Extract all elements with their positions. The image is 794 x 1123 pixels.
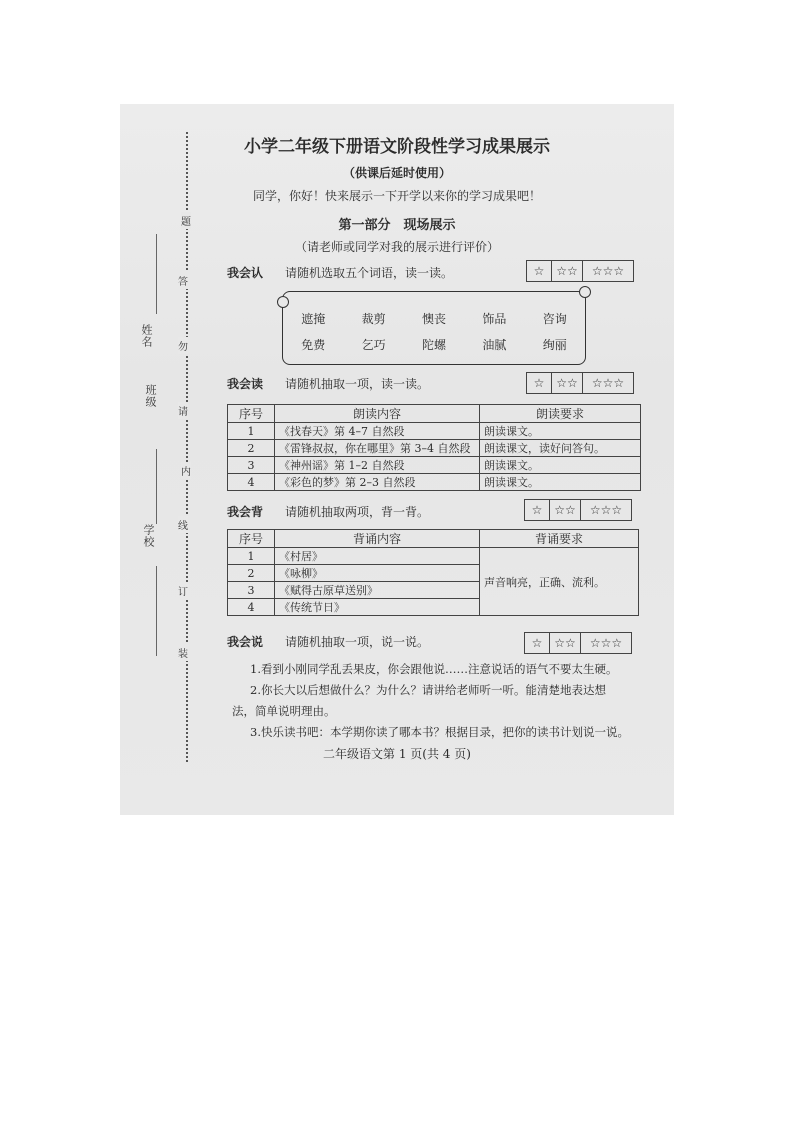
name-label: 姓名	[140, 324, 153, 348]
read-instruction: 请随机抽取一项，读一读。	[285, 377, 430, 391]
recognize-rating[interactable]	[526, 260, 634, 282]
recite-label: 我会背	[227, 505, 264, 519]
rating-two-star[interactable]: ☆☆	[552, 373, 583, 393]
seal-char: 题	[181, 212, 191, 229]
seal-char: 线	[178, 516, 188, 533]
seal-char: 勿	[178, 337, 188, 354]
table-cell: 3	[228, 457, 275, 474]
recognize-instruction: 请随机选取五个词语，读一读。	[285, 266, 454, 280]
table-cell: 《传统节日》	[275, 599, 480, 616]
recite-requirement: 声音响亮，正确、流利。	[480, 548, 639, 616]
word: 乞巧	[361, 338, 386, 352]
table-row	[228, 440, 641, 457]
rating-three-star[interactable]: ☆☆☆	[591, 264, 625, 278]
class-label: 班级	[144, 384, 157, 408]
seal-char: 请	[178, 402, 188, 419]
recite-instruction: 请随机抽取两项，背一背。	[285, 505, 430, 519]
table-cell: 朗读课文。	[480, 457, 641, 474]
table-cell: 《找春天》第 4–7 自然段	[275, 423, 480, 440]
column-header: 背诵要求	[480, 530, 639, 548]
recite-rating[interactable]	[524, 499, 632, 521]
rating-two-star[interactable]: ☆☆	[550, 633, 581, 653]
page-footer: 二年级语文第 1 页(共 4 页)	[323, 747, 471, 761]
scroll-curl	[277, 296, 289, 308]
read-table	[227, 404, 641, 491]
school-line	[156, 566, 157, 656]
page-title: 小学二年级下册语文阶段性学习成果展示	[244, 137, 550, 157]
speak-item: 2.你长大以后想做什么？为什么？请讲给老师听一听。能清楚地表达想	[250, 683, 606, 697]
table-header-row	[228, 405, 641, 423]
table-cell: 朗读课文，读好问答句。	[480, 440, 641, 457]
recognize-label: 我会认	[227, 266, 264, 280]
table-cell: 《村居》	[275, 548, 480, 565]
part-note: （请老师或同学对我的展示进行评价）	[294, 240, 499, 254]
table-cell: 1	[228, 548, 275, 565]
speak-rating[interactable]	[524, 632, 632, 654]
word-row	[283, 310, 585, 327]
column-header: 序号	[228, 530, 275, 548]
word-row	[283, 336, 585, 353]
table-cell: 《神州谣》第 1–2 自然段	[275, 457, 480, 474]
table-cell: 4	[228, 599, 275, 616]
word: 饰品	[482, 312, 507, 326]
table-cell: 3	[228, 582, 275, 599]
speak-item: 3.快乐读书吧：本学期你读了哪本书？根据目录，把你的读书计划说一说。	[250, 725, 629, 739]
word: 遮掩	[301, 312, 326, 326]
table-cell: 《彩色的梦》第 2–3 自然段	[275, 474, 480, 491]
exam-sheet	[120, 104, 674, 815]
table-cell: 1	[228, 423, 275, 440]
table-cell: 4	[228, 474, 275, 491]
table-cell: 朗读课文。	[480, 474, 641, 491]
speak-item: 法，简单说明理由。	[232, 704, 336, 718]
rating-three-star[interactable]: ☆☆☆	[589, 636, 623, 650]
column-header: 序号	[228, 405, 275, 423]
table-cell: 《雷锋叔叔，你在哪里》第 3–4 自然段	[275, 440, 480, 457]
table-cell: 朗读课文。	[480, 423, 641, 440]
table-row	[228, 548, 639, 565]
table-header-row	[228, 530, 639, 548]
rating-one-star[interactable]: ☆	[525, 500, 550, 520]
column-header: 朗读要求	[480, 405, 641, 423]
page-subtitle: （供课后延时使用）	[342, 166, 451, 180]
seal-char: 订	[178, 582, 188, 599]
word: 绚丽	[542, 338, 567, 352]
school-label: 学校	[142, 524, 155, 548]
rating-one-star[interactable]: ☆	[527, 373, 552, 393]
word: 懊丧	[421, 312, 446, 326]
column-header: 背诵内容	[275, 530, 480, 548]
word: 油腻	[482, 338, 507, 352]
table-row	[228, 423, 641, 440]
table-cell: 《咏柳》	[275, 565, 480, 582]
word: 咨询	[542, 312, 567, 326]
seal-char: 答	[178, 272, 188, 289]
part-title: 第一部分 现场展示	[338, 218, 456, 233]
scroll-curl	[579, 286, 591, 298]
table-cell: 2	[228, 440, 275, 457]
seal-char: 装	[178, 644, 188, 661]
greeting-text: 同学，你好！快来展示一下开学以来你的学习成果吧！	[252, 189, 541, 203]
read-rating[interactable]	[526, 372, 634, 394]
word: 裁剪	[361, 312, 386, 326]
speak-label: 我会说	[227, 635, 264, 649]
word: 陀螺	[421, 338, 446, 352]
table-cell: 《赋得古原草送别》	[275, 582, 480, 599]
speak-item: 1.看到小刚同学乱丢果皮，你会跟他说……注意说话的语气不要太生硬。	[250, 662, 618, 676]
recite-table	[227, 529, 639, 616]
rating-two-star[interactable]: ☆☆	[552, 261, 583, 281]
table-row	[228, 474, 641, 491]
class-line	[156, 449, 157, 524]
rating-three-star[interactable]: ☆☆☆	[591, 376, 625, 390]
table-row	[228, 457, 641, 474]
speak-instruction: 请随机抽取一项，说一说。	[285, 635, 430, 649]
rating-one-star[interactable]: ☆	[525, 633, 550, 653]
column-header: 朗读内容	[275, 405, 480, 423]
word-scroll	[282, 291, 586, 365]
word: 免费	[301, 338, 326, 352]
rating-one-star[interactable]: ☆	[527, 261, 552, 281]
table-cell: 2	[228, 565, 275, 582]
rating-two-star[interactable]: ☆☆	[550, 500, 581, 520]
rating-three-star[interactable]: ☆☆☆	[589, 503, 623, 517]
read-label: 我会读	[227, 377, 264, 391]
seal-char: 内	[181, 462, 191, 479]
